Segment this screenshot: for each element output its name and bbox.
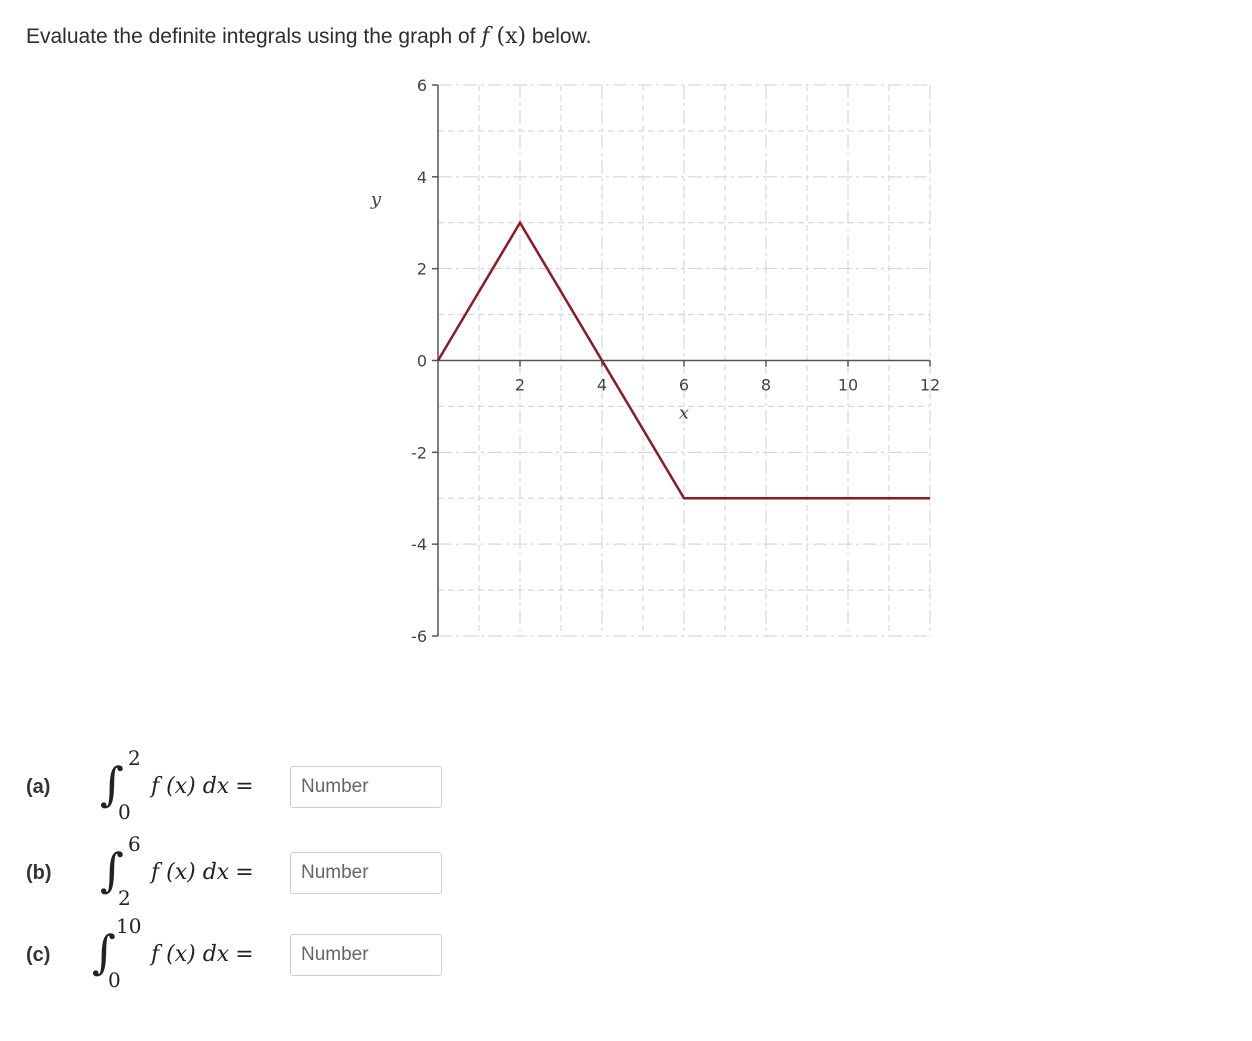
integral-sign: ∫ [100, 757, 124, 811]
y-tick-label: -6 [411, 627, 427, 646]
upper-limit: 2 [128, 746, 141, 770]
function-name: f [481, 24, 490, 49]
answer-input-b[interactable] [290, 852, 442, 894]
y-tick-label: -4 [411, 535, 427, 555]
question-c [0, 913, 1252, 993]
x-tick-label: 10 [837, 375, 859, 395]
prompt-text: Evaluate the definite integrals using the graph of [26, 25, 476, 48]
x-tick-label: 4 [596, 375, 608, 395]
question-a [0, 745, 1252, 825]
upper-limit: 10 [116, 914, 142, 938]
question-label: (a) [26, 776, 51, 798]
integrand [151, 942, 254, 967]
integrand-text: f (x) dx [151, 774, 230, 799]
y-tick-label: -2 [411, 443, 427, 463]
prompt-text-end: below. [531, 25, 592, 48]
integral-sign: ∫ [92, 925, 116, 979]
question-label: (b) [26, 862, 52, 884]
answer-input-a[interactable] [290, 766, 442, 808]
y-tick-label: 6 [416, 76, 427, 95]
x-tick-label: 6 [678, 375, 690, 395]
integrand-text: f (x) dx [151, 860, 230, 885]
x-tick-label: 12 [919, 375, 941, 395]
equals-sign: = [235, 860, 254, 885]
function-argument: (x) [496, 24, 527, 49]
integrand [151, 774, 254, 799]
question-b [0, 831, 1252, 911]
lower-limit: 0 [118, 800, 131, 824]
x-tick-label: 2 [514, 375, 526, 395]
y-axis-label: y [370, 188, 382, 210]
upper-limit: 6 [128, 832, 141, 856]
equals-sign: = [235, 774, 254, 799]
x-axis-label: x [678, 402, 690, 424]
integrand-text: f (x) dx [151, 942, 230, 967]
lower-limit: 0 [108, 968, 121, 992]
lower-limit: 2 [118, 886, 131, 910]
y-tick-label: 4 [416, 167, 427, 187]
y-tick-label: 2 [416, 259, 427, 279]
y-tick-label: 0 [416, 351, 427, 371]
equals-sign: = [235, 942, 254, 967]
answer-input-c[interactable] [290, 934, 442, 976]
integral-sign: ∫ [100, 843, 124, 897]
question-label: (c) [26, 944, 51, 966]
integrand [151, 860, 254, 885]
x-tick-label: 8 [760, 375, 772, 395]
